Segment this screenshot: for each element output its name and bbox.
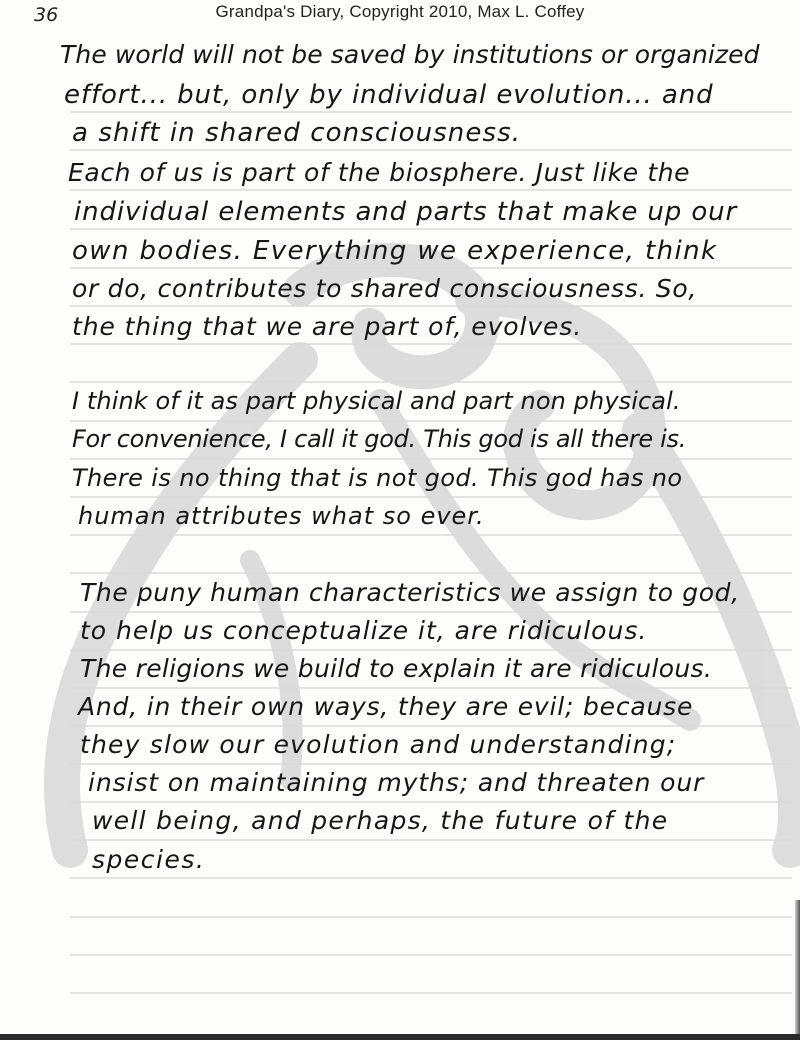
handwritten-line: Each of us is part of the biosphere. Just like the [68, 158, 691, 187]
handwritten-line: There is no thing that is not god. This god has no [72, 464, 683, 492]
handwritten-line: individual elements and parts that make up our [74, 197, 738, 227]
handwritten-line: human attributes what so ever. [78, 502, 485, 530]
handwritten-line: or do, contributes to shared consciousness. So, [72, 274, 698, 303]
page-bottom-edge [0, 1034, 800, 1040]
handwritten-line: And, in their own ways, they are evil; because [78, 692, 694, 721]
handwritten-line: own bodies. Everything we experience, think [72, 236, 718, 266]
handwritten-line: species. [92, 845, 206, 874]
handwritten-line: they slow our evolution and understanding; [80, 730, 677, 759]
handwritten-line: The world will not be saved by institutions or organized [60, 40, 760, 69]
page-header-title: Grandpa's Diary, Copyright 2010, Max L. Coffey [215, 2, 585, 21]
handwritten-line: I think of it as part physical and part non physical. [72, 387, 681, 415]
handwritten-line: a shift in shared consciousness. [72, 118, 522, 148]
handwritten-line: well being, and perhaps, the future of the [92, 806, 669, 835]
handwritten-line: insist on maintaining myths; and threaten our [88, 768, 705, 797]
handwritten-line: For convenience, I call it god. This god is all there is. [72, 425, 687, 453]
page-edge-shadow [795, 900, 800, 1040]
handwritten-line: the thing that we are part of, evolves. [72, 312, 583, 341]
handwritten-line: effort... but, only by individual evolution... and [64, 80, 714, 110]
page-number: 36 [34, 4, 59, 26]
handwritten-line: to help us conceptualize it, are ridiculous. [80, 616, 648, 645]
handwritten-line: The puny human characteristics we assign to god, [80, 578, 740, 607]
handwritten-line: The religions we build to explain it are ridiculous. [80, 654, 713, 683]
